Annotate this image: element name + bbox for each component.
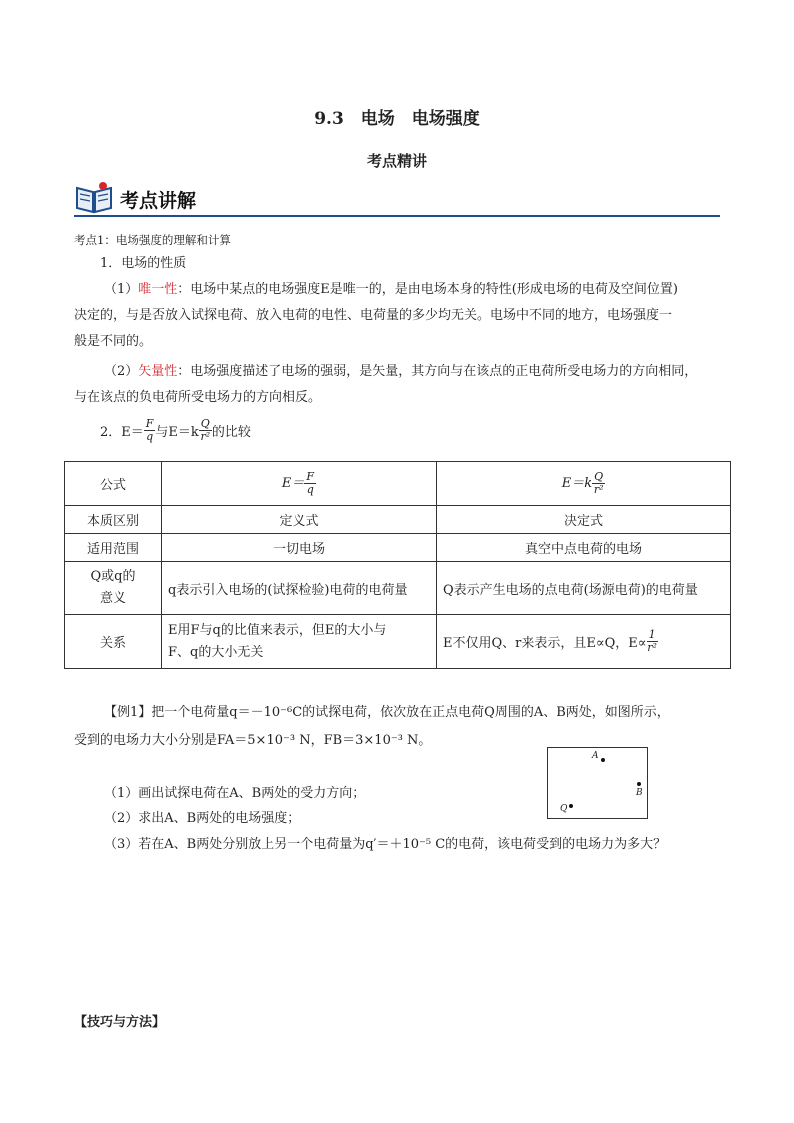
- example-line-2: 受到的电场力大小分别是FA＝5×10⁻³ N，FB＝3×10⁻³ N。: [74, 733, 432, 748]
- point-q-dot: [569, 804, 573, 808]
- fraction-f-over-q: $\frac{F}{q}$: [145, 417, 154, 443]
- paragraph-uniqueness-l3: 般是不同的。: [74, 334, 153, 349]
- figure-label-q: Q: [560, 804, 568, 814]
- table-cell: 公式: [65, 462, 162, 506]
- table-cell: q表示引入电场的(试探检验)电荷的电荷量: [162, 562, 437, 615]
- table-cell: 决定式: [437, 506, 731, 534]
- example-line-1: 【例1】把一个电荷量q＝－10⁻⁶C的试探电荷，依次放在正点电荷Q周围的A、B两处，如图所示，: [104, 705, 670, 720]
- table-row: [65, 534, 731, 562]
- table-row: [65, 462, 731, 506]
- topic-heading: 考点1：电场强度的理解和计算: [74, 233, 231, 247]
- section-banner: 考点讲解: [120, 190, 197, 212]
- table-cell: 本质区别: [65, 506, 162, 534]
- table-cell: 一切电场: [162, 534, 437, 562]
- page-title: 9.3 电场 电场强度: [314, 109, 480, 129]
- point-b-dot: [637, 782, 641, 786]
- banner-divider: [74, 215, 720, 217]
- question-1: （1）画出试探电荷在A、B两处的受力方向；: [104, 786, 366, 801]
- table-row: [65, 562, 731, 615]
- table-cell: 真空中点电荷的电场: [437, 534, 731, 562]
- keyword-vector: 矢量性: [138, 364, 178, 379]
- table-cell: 定义式: [162, 506, 437, 534]
- table-cell: Q表示产生电场的点电荷(场源电荷)的电荷量: [437, 562, 731, 615]
- question-3: （3）若在A、B两处分别放上另一个电荷量为q′＝＋10⁻⁵ C的电荷，该电荷受到的电场力为多大？: [104, 837, 667, 852]
- comparison-table: [64, 461, 731, 669]
- table-cell: 适用范围: [65, 534, 162, 562]
- paragraph-uniqueness: （1）唯一性：电场中某点的电场强度E是唯一的，是由电场本身的特性(形成电场的电荷及空间位置): [104, 282, 678, 297]
- page-subtitle: 考点精讲: [366, 152, 427, 170]
- method-heading: 【技巧与方法】: [74, 1015, 166, 1030]
- table-cell: Q或q的 意义: [65, 562, 162, 615]
- table-cell: 关系: [65, 615, 162, 669]
- table-cell: E＝ $\frac{F}{q}$: [162, 462, 437, 506]
- item-2-heading: 2．E＝ $\frac{F}{q}$ 与E＝k $\frac{Q}{\text{r²}}$ 的比较: [100, 417, 251, 443]
- paragraph-vector: （2）矢量性：电场强度描述了电场的强弱，是矢量，其方向与在该点的正电荷所受电场力的方向相同，: [104, 364, 698, 379]
- example-figure: [547, 747, 648, 819]
- paragraph-vector-l2: 与在该点的负电荷所受电场力的方向相反。: [74, 390, 322, 405]
- question-2: （2）求出A、B两处的电场强度；: [104, 811, 301, 826]
- table-cell: E用F与q的比值来表示，但E的大小与 F、q的大小无关: [162, 615, 437, 669]
- table-cell: E＝k $\frac{Q}{\text{r²}}$: [437, 462, 731, 506]
- table-cell: E不仅用Q、r来表示，且E∝Q，E∝ $\frac{1}{\text{r²}}$: [437, 615, 731, 669]
- figure-label-a: A: [592, 751, 599, 761]
- book-icon: [74, 180, 114, 214]
- item-1-heading: 1．电场的性质: [100, 256, 187, 271]
- fraction-q-over-r2: $\frac{Q}{\text{r²}}$: [200, 417, 211, 443]
- table-row: [65, 506, 731, 534]
- figure-label-b: B: [636, 788, 643, 798]
- point-a-dot: [601, 758, 605, 762]
- keyword-uniqueness: 唯一性: [138, 282, 178, 297]
- table-row: [65, 615, 731, 669]
- paragraph-uniqueness-l2: 决定的，与是否放入试探电荷、放入电荷的电性、电荷量的多少均无关。电场中不同的地方，电场强度一: [74, 308, 673, 323]
